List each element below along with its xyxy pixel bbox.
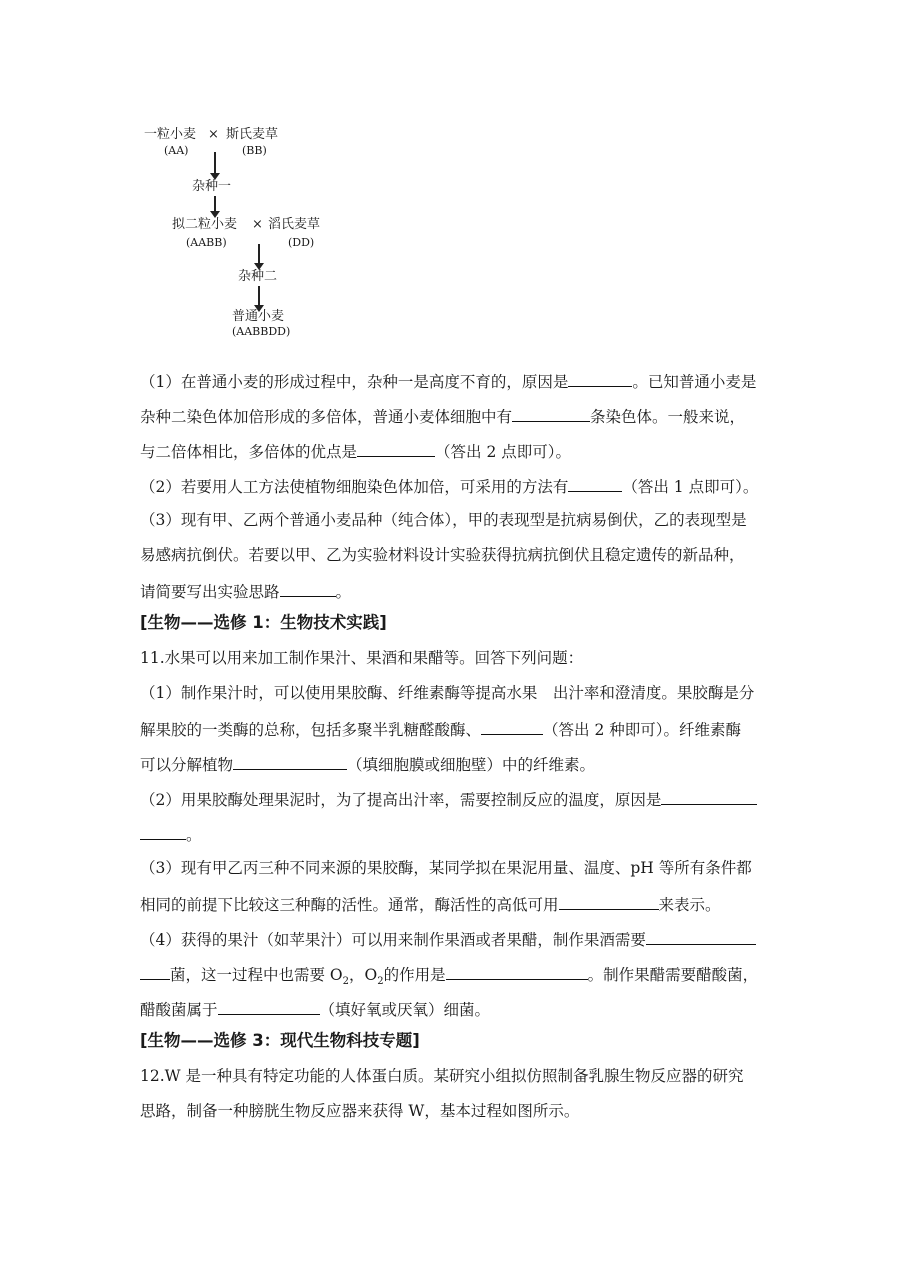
arrow-down-icon [214,152,216,174]
genotype-aabb: (AABB) [186,236,227,249]
genotype-dd: (DD) [288,236,315,249]
answer-blank [512,405,590,422]
answer-blank [446,963,588,980]
q11-line-2: 解果胶的一类酶的总称，包括多聚半乳糖醛酸酶、 （答出 2 种即可）。纤维素酶 [140,718,772,740]
q11-line-8: （4）获得的果汁（如苹果汁）可以用来制作果酒或者果醋，制作果酒需要 [140,928,772,950]
q12-line-1: 12.W 是一种具有特定功能的人体蛋白质。某研究小组拟仿照制备乳腺生物反应器的研究 [140,1067,744,1085]
answer-blank [280,580,336,597]
answer-blank [559,893,659,910]
answer-blank [568,370,632,387]
q11-line-10: 醋酸菌属于 （填好氧或厌氧）细菌。 [140,998,772,1020]
parent-emmer-wheat: 拟二粒小麦 [172,217,238,232]
q11-stem: 11.水果可以用来加工制作果汁、果酒和果醋等。回答下列问题： [140,649,584,667]
genotype-aa: (AA) [164,144,189,157]
q11-line-5: 。 [140,823,772,845]
hybrid-one: 杂种一 [192,179,232,194]
parent-einkorn-wheat: 一粒小麦 [144,127,197,142]
q10-line-2: 杂种二染色体加倍形成的多倍体，普通小麦体细胞中有 条染色体。一般来说， [140,405,772,427]
cross-symbol: × [252,217,263,232]
arrow-down-icon [258,244,260,264]
q10-line-3: 与二倍体相比，多倍体的优点是 （答出 2 点即可）。 [140,440,772,462]
q11-line-4: （2）用果胶酶处理果泥时，为了提高出汁率，需要控制反应的温度，原因是 [140,788,772,810]
common-wheat: 普通小麦 [232,309,285,324]
answer-blank [646,928,756,945]
genotype-bb: (BB) [242,144,267,157]
parent-aegilops-speltoides: 斯氏麦草 [226,127,279,142]
arrow-down-icon [258,286,260,306]
q10-line-1: （1）在普通小麦的形成过程中，杂种一是高度不育的，原因是 。已知普通小麦是 [140,370,772,392]
q10-line-4: （2）若要用人工方法使植物细胞染色体加倍，可采用的方法有 （答出 1 点即可）。 [140,475,772,497]
q11-line-1: （1）制作果汁时，可以使用果胶酶、纤维素酶等提高水果 出汁率和澄清度。果胶酶是分 [140,684,755,702]
q10-line-5: （3）现有甲、乙两个普通小麦品种（纯合体），甲的表现型是抗病易倒伏，乙的表现型是 [140,511,747,529]
wheat-breeding-diagram [140,120,340,340]
hybrid-two: 杂种二 [238,269,278,284]
answer-blank [481,718,543,735]
arrow-down-icon [214,196,216,212]
q11-line-7: 相同的前提下比较这三种酶的活性。通常，酶活性的高低可用 来表示。 [140,893,772,915]
cross-symbol: × [208,127,219,142]
section-heading-elective-1: [生物——选修 1：生物技术实践] [140,613,387,632]
q11-line-9: 菌，这一过程中也需要 $O_2$，$O_2$的作用是 。制作果醋需要醋酸菌， [140,963,772,992]
q10-line-6: 易感病抗倒伏。若要以甲、乙为实验材料设计实验获得抗病抗倒伏且稳定遗传的新品种， [140,546,745,564]
answer-blank [218,998,320,1015]
q11-line-6: （3）现有甲乙丙三种不同来源的果胶酶，某同学拟在果泥用量、温度、pH 等所有条件都 [140,859,752,877]
genotype-aabbdd: (AABBDD) [232,325,291,338]
answer-blank [661,788,757,805]
parent-aegilops-tauschii: 滔氏麦草 [268,217,321,232]
section-heading-elective-3: [生物——选修 3：现代生物科技专题] [140,1031,420,1050]
answer-blank [140,963,170,980]
q10-line-7: 请简要写出实验思路 。 [140,580,772,602]
answer-blank [233,753,347,770]
answer-blank [568,475,622,492]
answer-blank [357,440,435,457]
q11-line-3: 可以分解植物 （填细胞膜或细胞壁）中的纤维素。 [140,753,772,775]
answer-blank [140,823,186,840]
q12-line-2: 思路，制备一种膀胱生物反应器来获得 W，基本过程如图所示。 [140,1102,580,1120]
